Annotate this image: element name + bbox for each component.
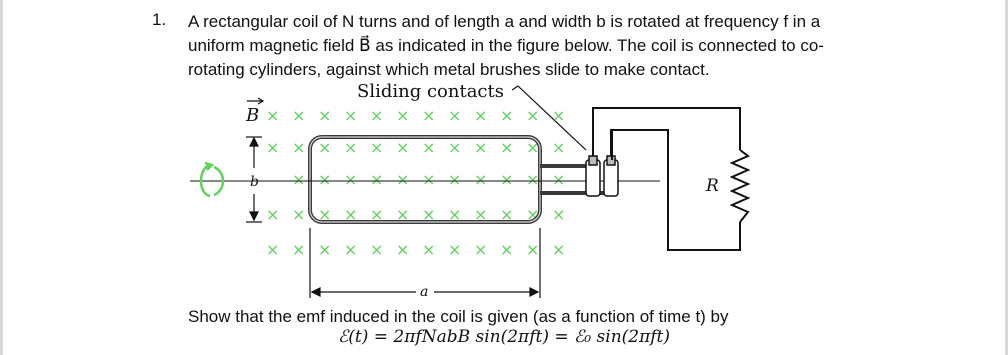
field-x-mark: × [526,138,540,157]
field-x-mark: × [474,240,488,259]
field-x-mark: × [500,106,514,125]
field-x-mark: × [396,106,410,125]
B-vector-arrow [247,98,263,104]
field-x-mark: × [266,240,280,259]
field-x-mark: × [474,106,488,125]
length-label: a [420,284,429,300]
field-x-mark: × [422,138,436,157]
field-x-mark: × [292,138,306,157]
field-x-mark: × [552,106,566,125]
statement-line-1: A rectangular coil of N turns and of length a and width b is rotated at frequency f in a [188,12,821,31]
field-x-mark: × [318,170,332,189]
resistor-icon [732,150,748,222]
field-x-mark: × [500,138,514,157]
field-x-mark: × [396,240,410,259]
field-x-mark: × [526,170,540,189]
field-x-mark: × [266,138,280,157]
field-x-mark: × [526,106,540,125]
field-x-mark: × [344,106,358,125]
field-x-mark: × [370,170,384,189]
field-x-mark: × [448,106,462,125]
field-x-mark: × [344,205,358,224]
field-x-mark: × [370,106,384,125]
width-label: b [250,174,259,190]
field-x-mark: × [370,138,384,157]
field-x-mark: × [422,205,436,224]
field-x-mark: × [526,205,540,224]
field-x-mark: × [500,240,514,259]
problem-number: 1. [152,10,167,29]
rotation-arrow-icon [201,163,223,196]
field-x-mark: × [448,240,462,259]
field-x-mark: × [526,240,540,259]
field-x-mark: × [344,240,358,259]
slip-rings [586,156,618,196]
question-text: Show that the emf induced in the coil is given (as a function of time t) by [188,307,729,326]
field-x-mark: × [318,106,332,125]
field-x-mark: × [396,138,410,157]
field-x-mark: × [344,138,358,157]
contacts-pointer-line [512,86,586,150]
statement-line-2: uniform magnetic field B⃗ as indicated in the figure below. The coil is connected to co- [188,36,824,55]
field-x-mark: × [422,106,436,125]
field-x-mark: × [292,205,306,224]
field-x-mark: × [370,240,384,259]
field-x-mark: × [266,106,280,125]
resistor-label: R [706,176,719,196]
field-x-mark: × [552,205,566,224]
statement-line-3: rotating cylinders, against which metal brushes slide to make contact. [188,60,710,79]
B-field-label: B [246,105,260,126]
field-x-mark: × [344,170,358,189]
field-x-mark: × [266,205,280,224]
field-x-mark: × [292,106,306,125]
field-x-mark: × [448,138,462,157]
field-x-mark: × [474,170,488,189]
field-x-mark: × [474,138,488,157]
field-x-mark: × [370,205,384,224]
sliding-contacts-label: Sliding contacts [357,81,504,102]
field-x-mark: × [500,205,514,224]
field-x-mark: × [448,205,462,224]
field-x-mark: × [474,205,488,224]
field-x-mark: × [318,138,332,157]
field-x-mark: × [552,138,566,157]
field-x-mark: × [552,240,566,259]
field-x-mark: × [552,170,566,189]
field-x-mark: × [292,240,306,259]
emf-equation: ℰ(t) = 2πfNabB sin(2πft) = ℰ₀ sin(2πft) [337,327,671,347]
field-x-mark: × [422,170,436,189]
field-x-mark: × [292,170,306,189]
field-x-mark: × [318,240,332,259]
field-x-mark: × [448,170,462,189]
field-x-mark: × [396,205,410,224]
field-x-mark: × [396,170,410,189]
field-x-mark: × [500,170,514,189]
field-x-mark: × [422,240,436,259]
field-x-mark: × [318,205,332,224]
